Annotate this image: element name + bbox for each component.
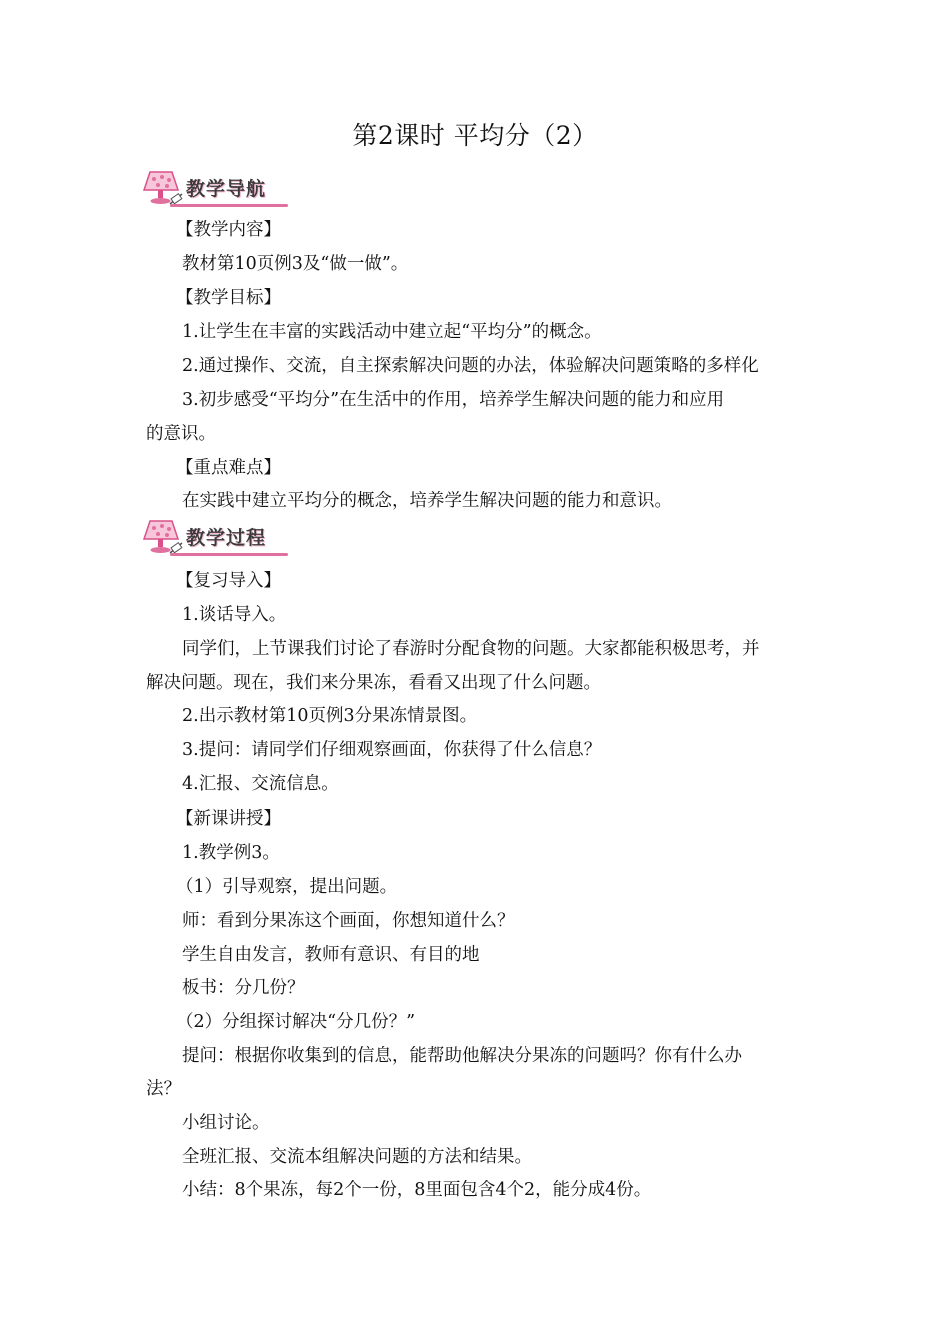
- paragraph: 在实践中建立平均分的概念，培养学生解决问题的能力和意识。: [182, 491, 672, 511]
- section-header-teaching-process: [142, 515, 292, 559]
- heading-review-intro: 【复习导入】: [176, 571, 281, 591]
- section-label: 教学过程: [186, 527, 267, 549]
- section-underline: [170, 204, 288, 207]
- paragraph: （1）引导观察，提出问题。: [176, 877, 398, 897]
- paragraph: 2.通过操作、交流，自主探索解决问题的办法，体验解决问题策略的多样化: [182, 356, 759, 376]
- paragraph: 教材第10页例3及“做一做”。: [182, 254, 409, 274]
- section-label: 教学导航: [186, 178, 267, 200]
- section-header-teaching-guide: [142, 166, 292, 210]
- paragraph: 解决问题。现在，我们来分果冻，看看又出现了什么问题。: [146, 673, 601, 693]
- paragraph: 师：看到分果冻这个画面，你想知道什么？: [182, 911, 515, 931]
- paragraph: 3.提问：请同学们仔细观察画面，你获得了什么信息？: [182, 740, 602, 760]
- paragraph: 1.教学例3。: [182, 843, 280, 863]
- paragraph: 学生自由发言，教师有意识、有目的地: [182, 945, 480, 965]
- paragraph: 板书：分几份？: [182, 978, 305, 998]
- paragraph: 全班汇报、交流本组解决问题的方法和结果。: [182, 1147, 532, 1167]
- paragraph: 提问：根据你收集到的信息，能帮助他解决分果冻的问题吗？你有什么办: [182, 1046, 742, 1066]
- heading-teaching-goals: 【教学目标】: [176, 288, 281, 308]
- paragraph: 同学们，上节课我们讨论了春游时分配食物的问题。大家都能积极思考，并: [182, 639, 760, 659]
- heading-teaching-content: 【教学内容】: [176, 220, 281, 240]
- paragraph: 1.让学生在丰富的实践活动中建立起“平均分”的概念。: [182, 322, 602, 342]
- paragraph: （2）分组探讨解决“分几份？”: [176, 1012, 416, 1032]
- heading-new-lesson: 【新课讲授】: [176, 809, 281, 829]
- page-title: 第2课时 平均分（2）: [352, 121, 598, 150]
- paragraph: 1.谈话导入。: [182, 605, 287, 625]
- paragraph: 的意识。: [146, 424, 216, 444]
- heading-key-points: 【重点难点】: [176, 458, 281, 478]
- paragraph: 小组讨论。: [182, 1113, 270, 1133]
- section-underline: [170, 553, 288, 556]
- paragraph: 2.出示教材第10页例3分果冻情景图。: [182, 706, 478, 726]
- paragraph: 法？: [146, 1079, 181, 1099]
- paragraph: 3.初步感受“平均分”在生活中的作用，培养学生解决问题的能力和应用: [182, 390, 725, 410]
- paragraph: 4.汇报、交流信息。: [182, 774, 339, 794]
- paragraph: 小结：8个果冻，每2个一份，8里面包含4个2，能分成4份。: [182, 1180, 652, 1200]
